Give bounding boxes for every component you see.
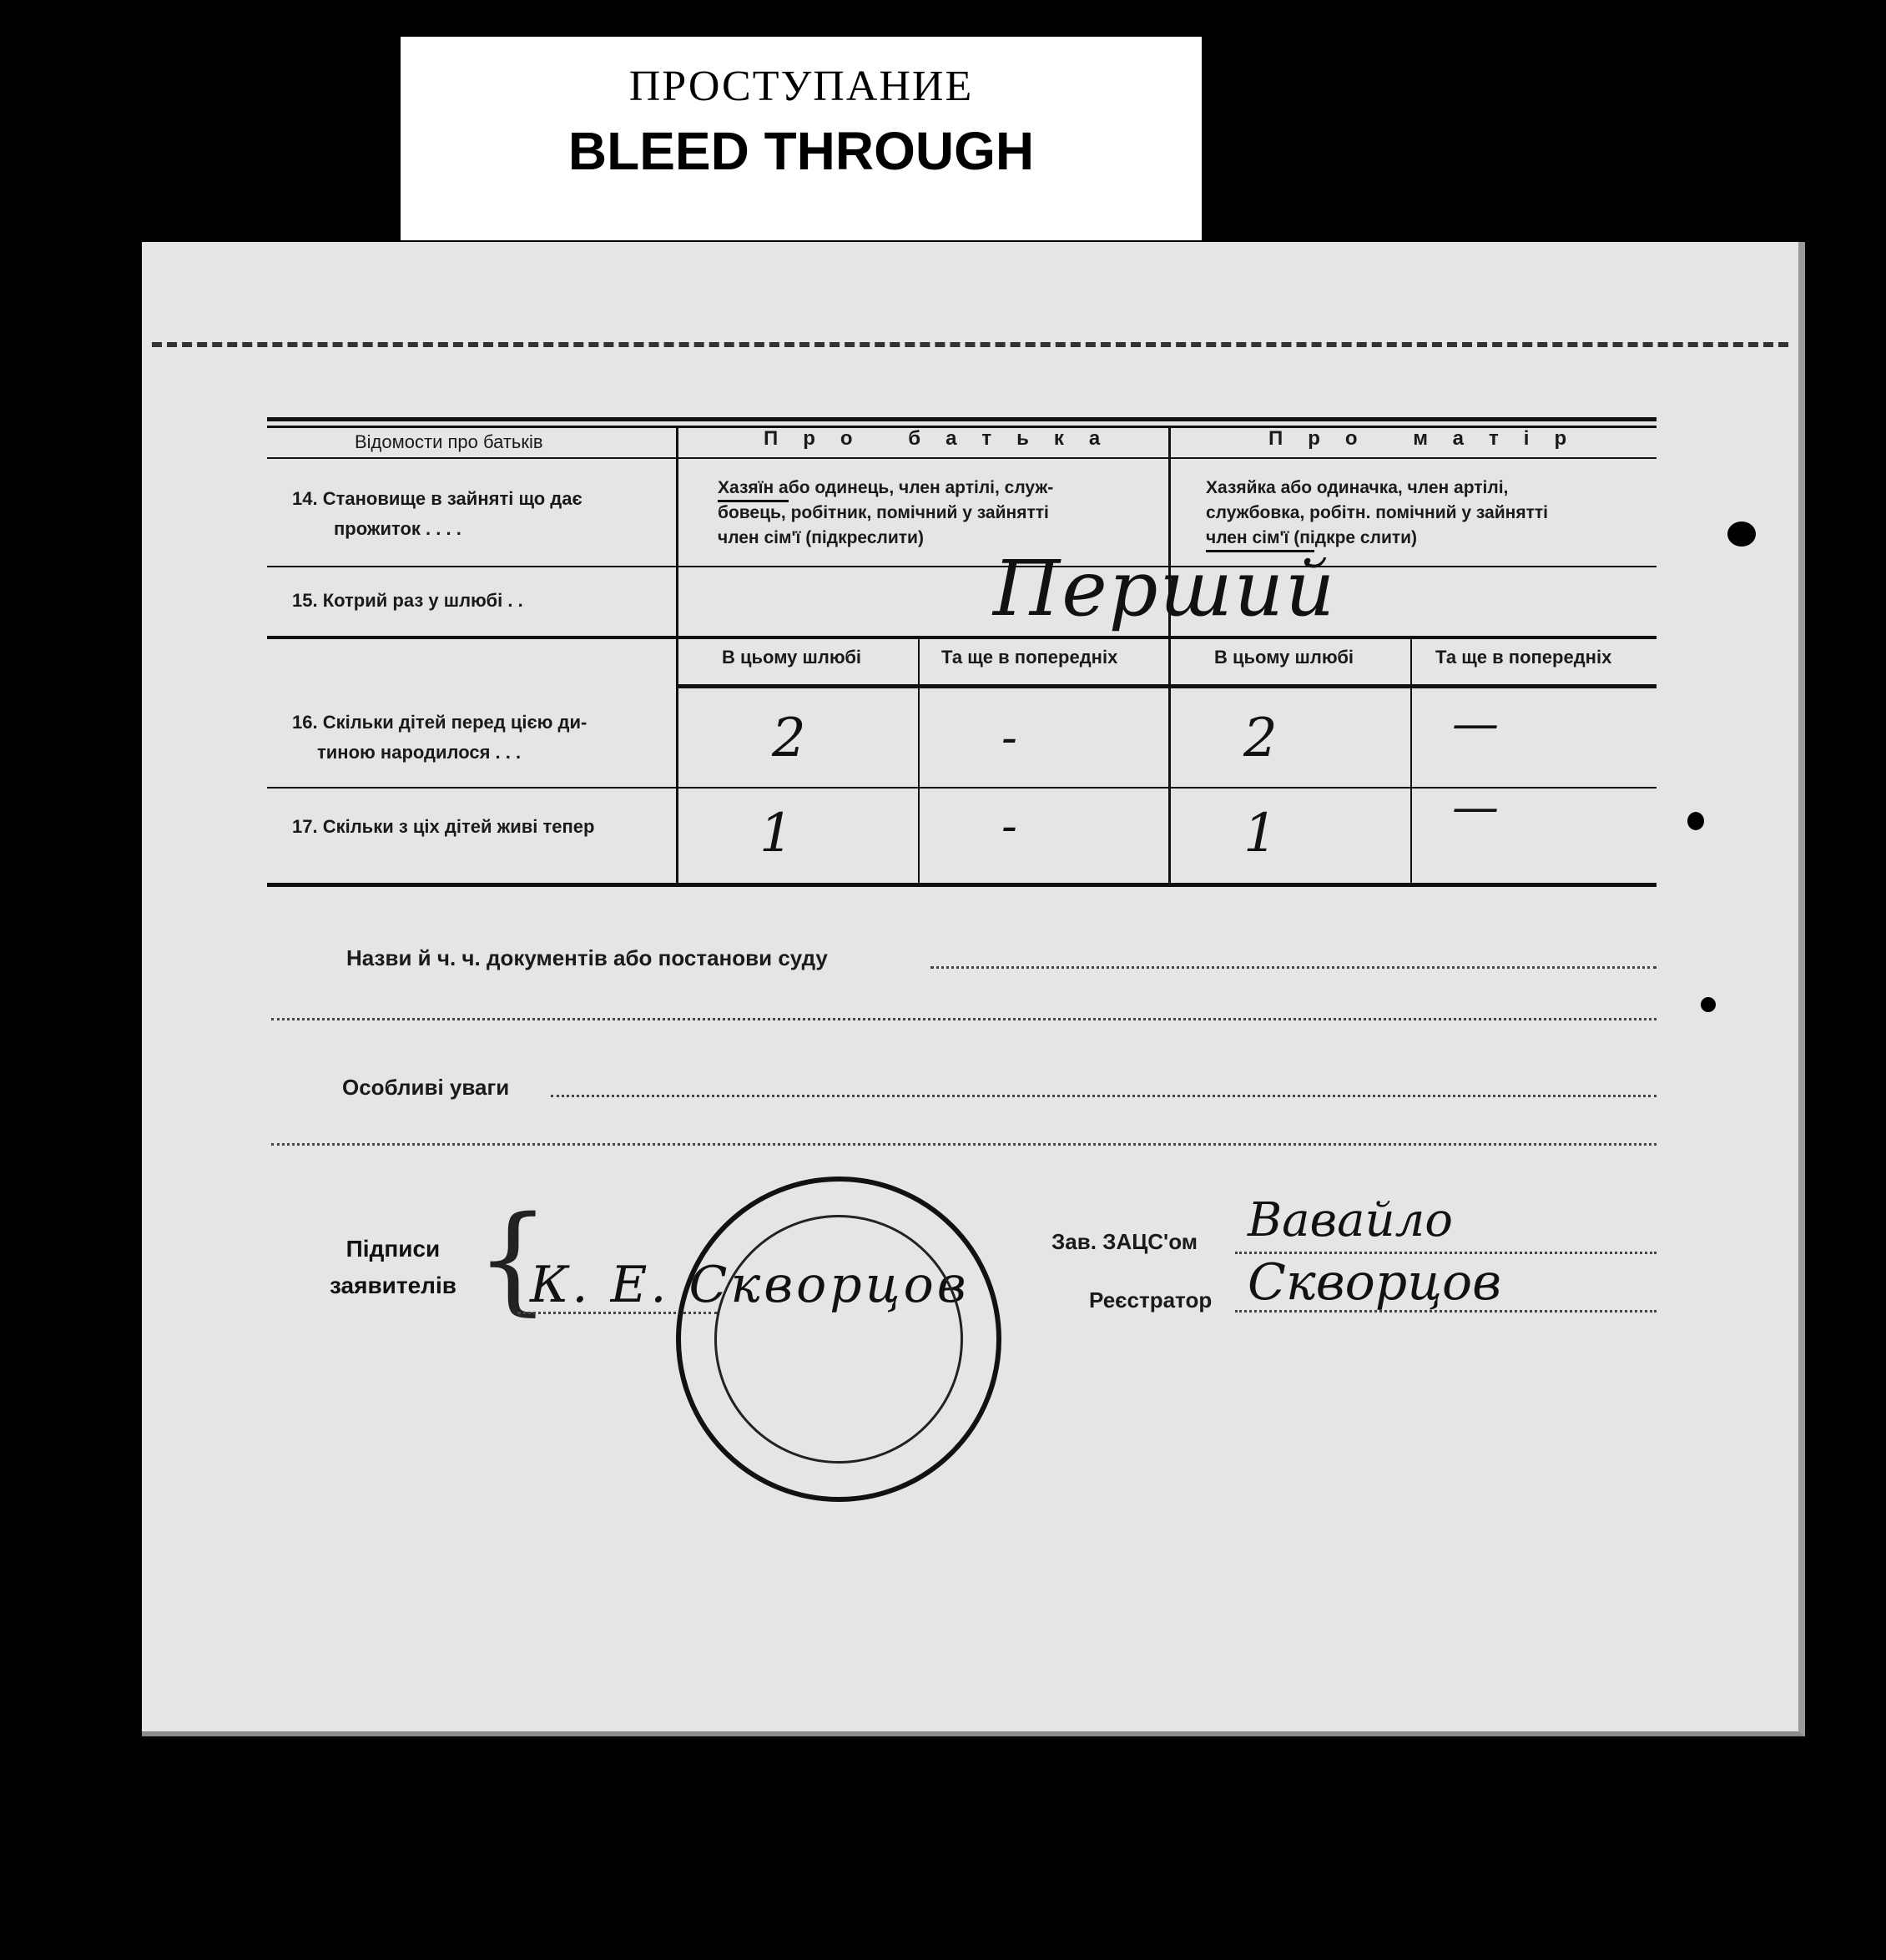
label-russian: ПРОСТУПАНИЕ: [628, 63, 974, 110]
row16-father-this: 2: [772, 708, 806, 769]
perforation-dashed-line: [152, 342, 1788, 347]
row16-label: [292, 708, 587, 768]
row14-mother-line3: член сім'ї (підкре слити): [1206, 528, 1418, 547]
col-divider-mother: [1410, 639, 1412, 886]
row14-mother-options: [1206, 476, 1548, 551]
father-underline-mark: [718, 500, 789, 502]
row16-mother-this: 2: [1243, 708, 1278, 769]
row14-label-line1: 14. Становище в зайняті що дає: [292, 488, 582, 509]
row15-label: 15. Котрий раз у шлюбі . .: [292, 590, 523, 611]
remarks-dotline-1: [551, 1095, 1657, 1097]
row15-handwritten-answer: Перший: [993, 544, 1337, 633]
row14-father-line2: бовець, робітник, помічний у зайнятті: [718, 503, 1049, 522]
row15-bottom-rule: [267, 636, 1657, 639]
label-english: BLEED THROUGH: [567, 121, 1035, 181]
row14-mother-line1: Хазяйка або одиначка, член артілі,: [1206, 478, 1509, 497]
documents-dotline-2: [271, 1018, 1657, 1020]
stamp-inner-ring: [714, 1215, 963, 1464]
documents-label: Назви й ч. ч. документів або постанови суду: [346, 945, 828, 970]
subheader-mother-this: В цьому шлюбі: [1214, 647, 1354, 668]
row14-father-line1: Хазяїн або одинець, член артілі, служ-: [718, 478, 1054, 497]
head-signature: Вавайло: [1248, 1193, 1453, 1247]
col-divider-father: [918, 639, 920, 886]
bleed-through-label-card: [401, 37, 1202, 240]
row16-father-prev: -: [1001, 711, 1017, 765]
row14-label: [292, 484, 582, 544]
remarks-label: Особливі уваги: [342, 1075, 510, 1100]
documents-dotline-1: [930, 966, 1657, 969]
registrar-dotline: [1235, 1310, 1657, 1313]
applicants-label-line2: заявителів: [330, 1272, 456, 1298]
subheader-bottom-rule: [676, 684, 1657, 688]
remarks-dotline-2: [271, 1143, 1657, 1146]
row17-mother-this: 1: [1243, 803, 1278, 864]
table-top-rule: [267, 417, 1657, 421]
row17-label: 17. Скільки з ціх дітей живі тепер: [292, 816, 595, 837]
punch-hole-1: [1727, 521, 1756, 547]
row14-label-line2: прожиток . . . .: [334, 518, 461, 539]
col-divider-2: [1168, 427, 1171, 886]
official-round-stamp: [676, 1177, 1001, 1502]
header-about-father: Про батька: [764, 427, 1126, 450]
row16-label-line2: тиною народилося . . .: [317, 742, 522, 763]
punch-hole-3: [1701, 997, 1716, 1012]
row17-mother-prev: —: [1452, 780, 1499, 834]
subheader-mother-prev: Та ще в попередніх: [1435, 647, 1612, 668]
col-divider-1: [676, 427, 678, 886]
head-zags-label: Зав. ЗАЦС'ом: [1051, 1229, 1198, 1254]
row16-bottom-rule: [267, 787, 1657, 789]
row17-father-this: 1: [759, 803, 794, 864]
applicants-label-line1: Підписи: [345, 1236, 441, 1262]
applicant-signature: К. Е. Скворцов: [530, 1256, 970, 1314]
applicants-label: [330, 1231, 456, 1304]
header-parents-info: Відомости про батьків: [355, 431, 543, 452]
subheader-father-prev: Та ще в попередніх: [941, 647, 1118, 668]
row16-mother-prev: —: [1452, 697, 1499, 751]
document-page: [142, 242, 1805, 1736]
header-about-mother: Про матір: [1268, 427, 1592, 450]
table-bottom-rule: [267, 883, 1657, 887]
subheader-father-this: В цьому шлюбі: [722, 647, 862, 668]
row14-mother-line2: службовка, робітн. помічний у зайнятті: [1206, 503, 1548, 522]
row14-father-options: [718, 476, 1053, 551]
signature-brace: {: [476, 1192, 551, 1328]
row14-father-line3: член сім'ї (підкреслити): [718, 528, 924, 547]
punch-hole-2: [1687, 812, 1704, 830]
row14-bottom-rule: [267, 566, 1657, 567]
registrar-signature: Скворцов: [1248, 1253, 1502, 1312]
header-bottom-rule: [267, 457, 1657, 459]
row17-father-prev: -: [1001, 799, 1017, 854]
registrar-label: Реєстратор: [1089, 1287, 1213, 1313]
row16-label-line1: 16. Скільки дітей перед цією ди-: [292, 712, 587, 733]
